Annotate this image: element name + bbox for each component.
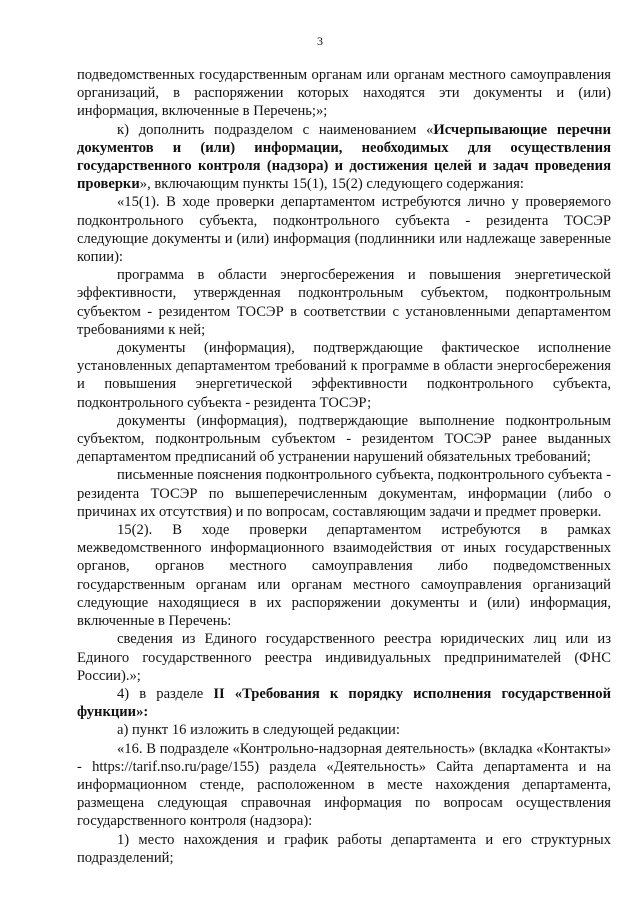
paragraph-4 [77,685,611,721]
paragraph-continuation: подведомственных государственным органам или органам местного самоуправления организаций, в распоряжении которых находятся эти документы и (или) информация, включенные в Перечень;»; [77,67,611,120]
clause-15-2: 15(2). В ходе проверки департаментом истребуются в рамках межведомственного информационного взаимодействия от иных государственных органов, органов местного самоуправления либо подведомственных государственным органам или органам местного самоуправления организаций следующие находящиеся в их распоряжении документы и (или) информация, включенные в Перечень: [77,522,611,630]
list-item-explanations: письменные пояснения подконтрольного субъекта, подконтрольного субъекта - резидента ТОСЭР по вышеперечисленным документам, информации (либо о причинах их отсутствия) и по вопросам, составляющим задачи и предмет проверки. [77,467,611,520]
paragraph-k-post: », включающим пункты 15(1), 15(2) следующего содержания: [139,176,524,193]
paragraph-4-pre: 4) в разделе [117,685,214,702]
list-item-program: программа в области энергосбережения и повышения энергетической эффективности, утвержденная подконтрольным субъектом, подконтрольным субъектом - резидентом ТОСЭР в соответствии с установленными департаментом требованиями к ней; [77,267,611,338]
list-item-documents-execution: документы (информация), подтверждающие фактическое исполнение установленных департаментом требований к программе в области энергосбережения и повышения энергетической эффективности подконтрольного субъекта, подконтрольного субъекта - резидента ТОСЭР; [77,340,611,411]
list-item-location: 1) место нахождения и график работы департамента и его структурных подразделений; [77,831,611,866]
list-item-documents-prescriptions: документы (информация), подтверждающие выполнение подконтрольным субъектом, подконтрольным субъектом - резидентом ТОСЭР ранее выданных департаментом предписаний об устранении нарушений обязательных требований; [77,412,611,466]
paragraph-k-pre: к) дополнить подразделом с наименованием « [117,121,434,138]
subsection-title: Исчерпывающие перечни документов и (или) информации, необходимых для осуществления государственного контроля (надзора) и достижения целей и задач проведения проверки [77,121,612,193]
paragraph-a: а) пункт 16 изложить в следующей редакции: [117,722,400,739]
section-title: II «Требования к порядку исполнения государственной функции»: [77,685,611,721]
list-item-registry: сведения из Единого государственного реестра юридических лиц или из Единого государственного реестра индивидуальных предпринимателей (ФНС России).»; [77,631,611,684]
clause-15-1: «15(1). В ходе проверки департаментом истребуются лично у проверяемого подконтрольного субъекта, подконтрольного субъекта - резидента ТОСЭР следующие документы и (или) информация (подлинники или надлежаще заверенные копии): [77,194,611,266]
clause-16: «16. В подразделе «Контрольно-надзорная деятельность» (вкладка «Контакты» - https://tarif.nso.ru/page/155) раздела «Деятельность» Сайта департамента и на информационном стенде, расположенном в месте нахождения департамента, размещена следующая справочная информация по вопросам осуществления государственного контроля (надзора): [77,740,611,830]
paragraph-k [77,121,611,194]
document-body [77,66,611,867]
page-number: 3 [317,34,323,48]
